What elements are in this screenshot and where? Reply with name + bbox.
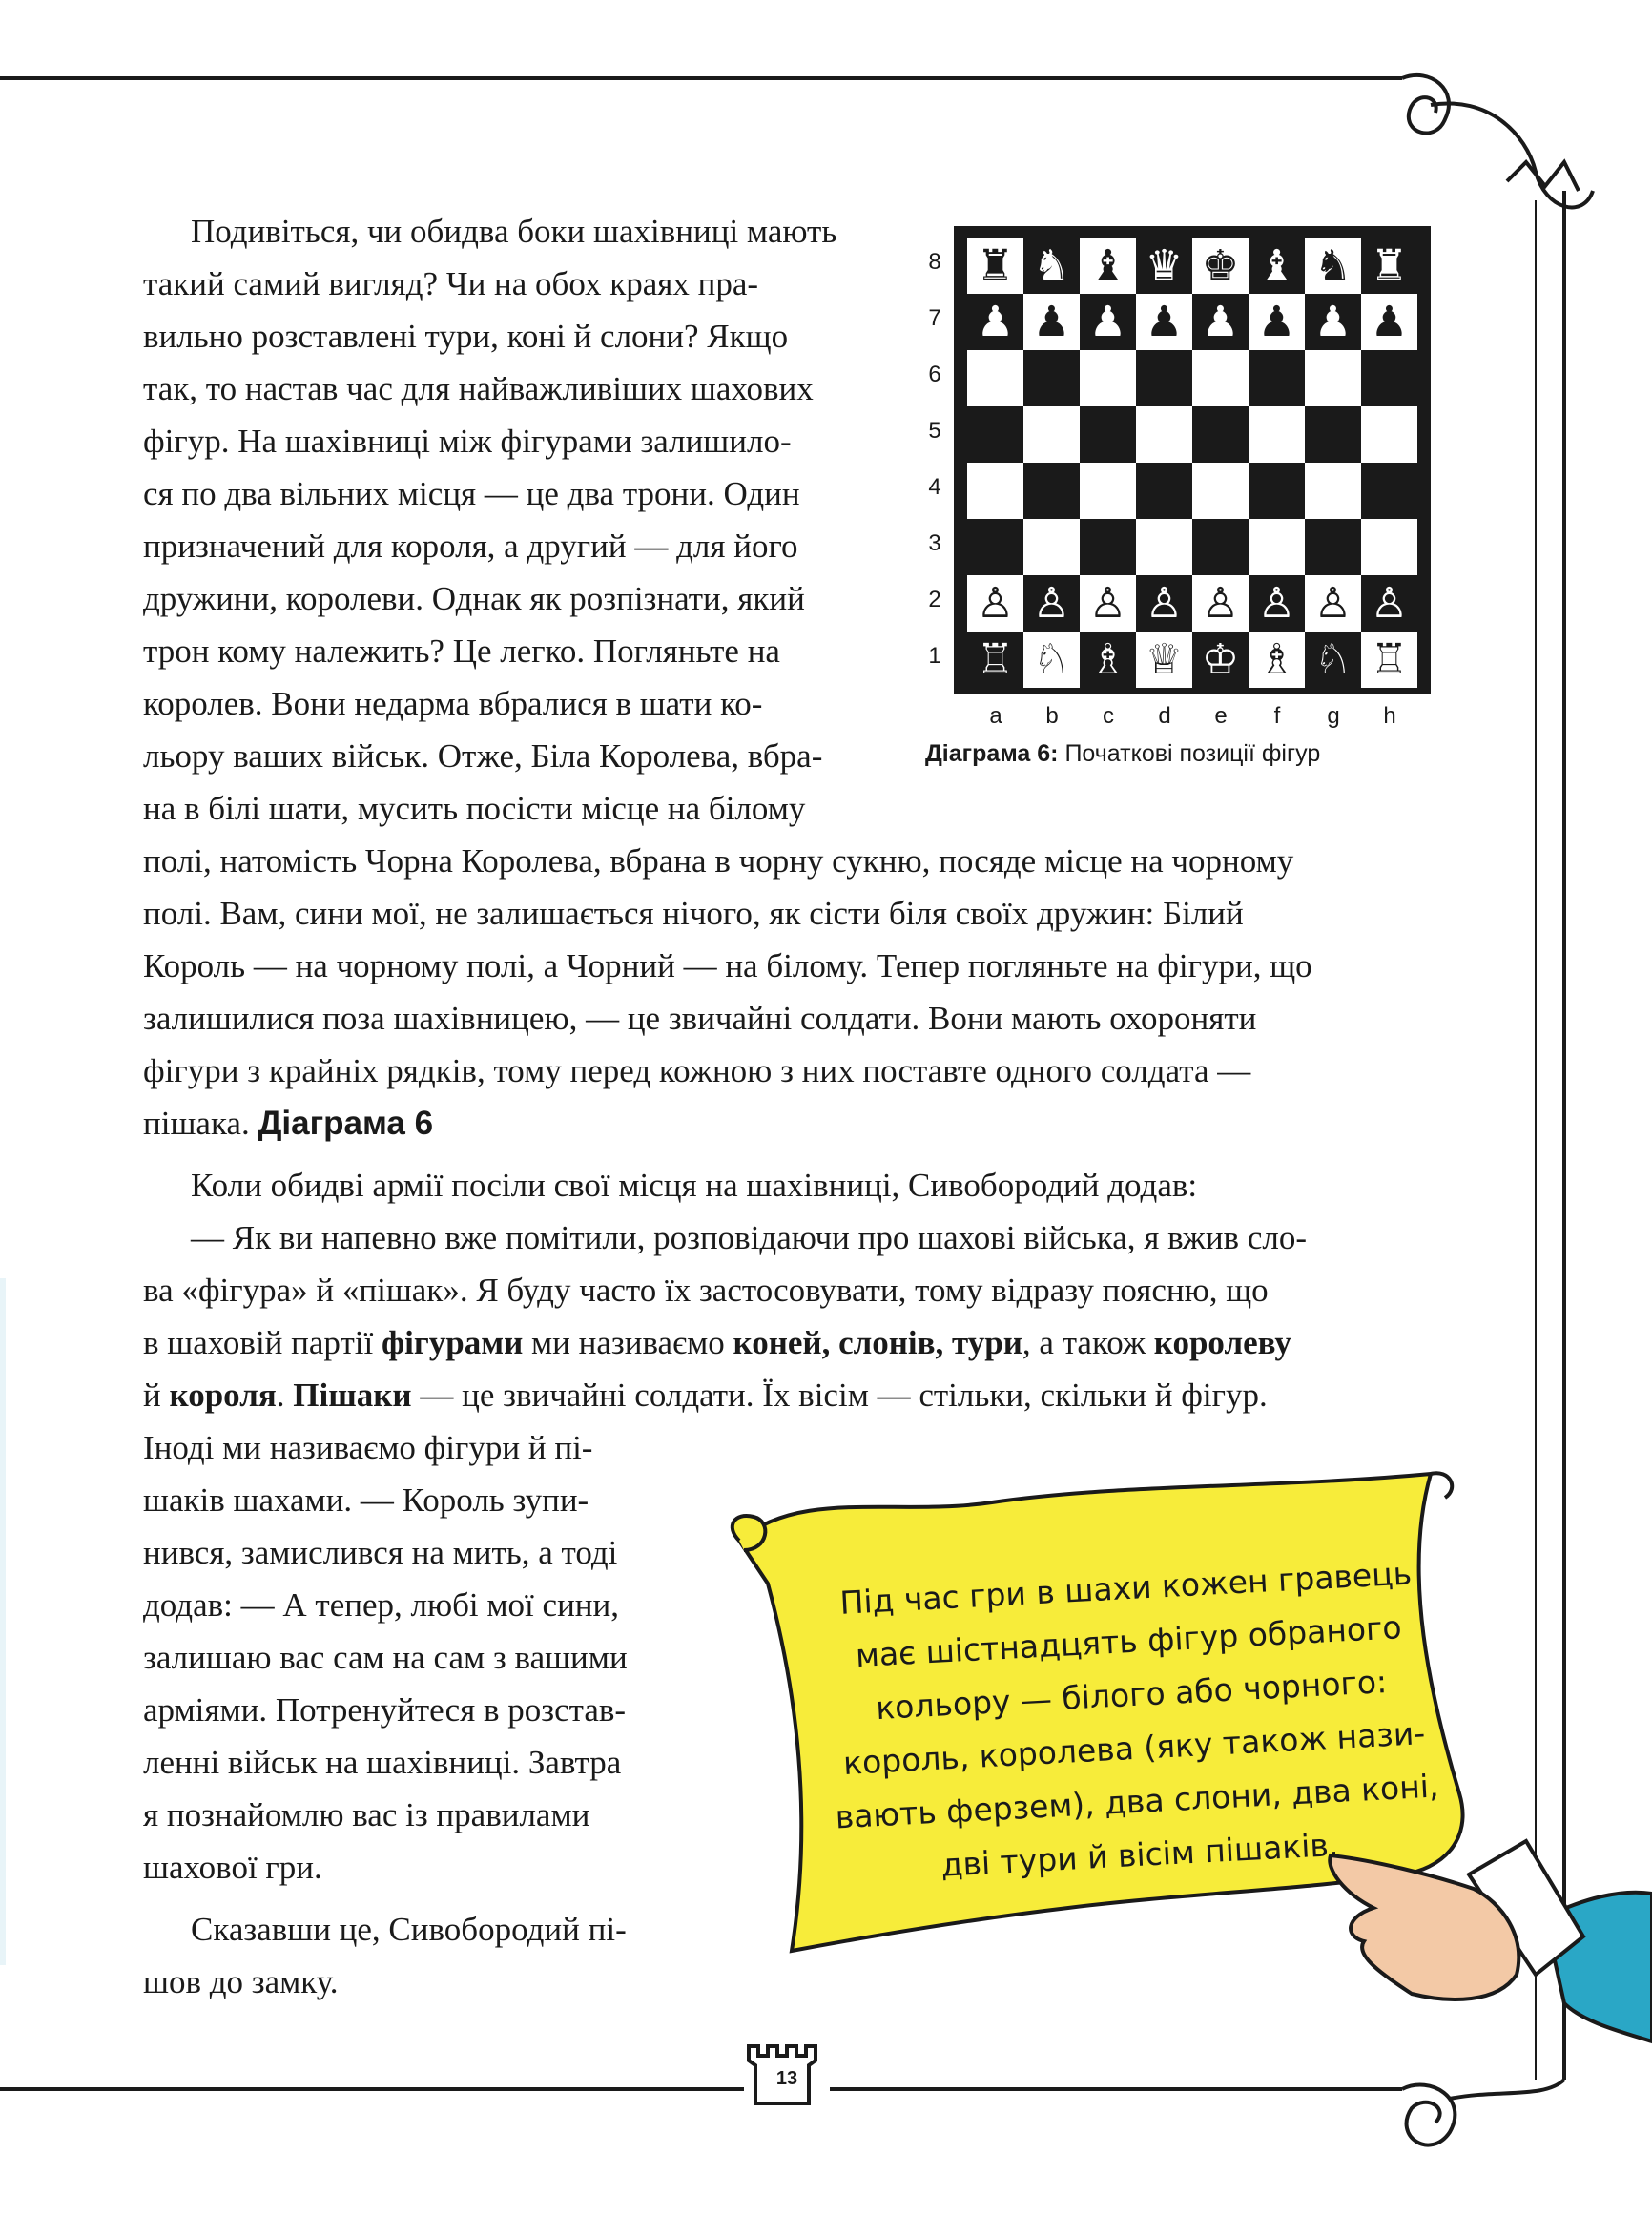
- board-square: [1136, 463, 1192, 519]
- board-square: [1023, 350, 1080, 406]
- p3-line-3: в шаховій партії фігурами ми називаємо коней, слонів, тури, а також королеву: [143, 1324, 1291, 1361]
- diagram-caption: [925, 740, 1320, 768]
- board-square: ♔: [1192, 632, 1249, 688]
- p1-line-10: королев. Вони недарма вбралися в шати ко-: [143, 685, 763, 722]
- board-square: ♙: [1249, 575, 1305, 632]
- chessboard: [967, 238, 1417, 688]
- board-square: [1305, 463, 1361, 519]
- bottom-right-edge: [1450, 2080, 1564, 2099]
- board-square: ♟: [1136, 294, 1192, 350]
- note-line: король, королева (яку також нази-: [842, 1714, 1427, 1782]
- note-line: має шістнадцять фігур обраного: [854, 1608, 1403, 1675]
- board-square: [1192, 463, 1249, 519]
- rank-label: 7: [928, 305, 941, 331]
- paragraph-4: Сказавши це, Сивобородий пі- шов до замку.: [143, 1911, 627, 2000]
- file-label: h: [1383, 703, 1396, 729]
- file-label: e: [1214, 703, 1228, 729]
- board-square: [1023, 463, 1080, 519]
- board-square: [967, 350, 1023, 406]
- paragraph-1-full: [143, 835, 1426, 1149]
- board-square: [1361, 463, 1417, 519]
- note-line: дві тури й вісім пішаків.: [940, 1825, 1340, 1884]
- board-square: ♕: [1136, 632, 1192, 688]
- board-square: [1136, 519, 1192, 575]
- board-square: [1023, 406, 1080, 463]
- board-square: ♙: [1080, 575, 1136, 632]
- note-line: Під час гри в шахи кожен гравець: [838, 1554, 1413, 1622]
- left-faint-strip: [0, 1278, 6, 1965]
- rank-label: 8: [928, 249, 941, 275]
- rank-label: 2: [928, 587, 941, 612]
- p1-line-4: так, то настав час для найважливіших шахових: [143, 370, 814, 407]
- diagram-reference: Діаграма 6: [258, 1105, 434, 1142]
- board-square: ♟: [1192, 294, 1249, 350]
- p1-line-13: полі, натомість Чорна Королева, вбрана в чорну сукню, посяде місце на чорному: [143, 842, 1294, 880]
- p1-line-2: такий самий вигляд? Чи на обох краях пра-: [143, 265, 759, 302]
- page-number: 13: [775, 2068, 798, 2089]
- note-text: [819, 1545, 1446, 1911]
- p1-line-6: ся по два вільних місця — це два трони. Один: [143, 475, 800, 512]
- caption-text: Початкові позиції фігур: [1064, 740, 1321, 767]
- note-scroll-curl-top: [733, 1516, 766, 1550]
- board-square: ♜: [1361, 238, 1417, 294]
- board-square: ♖: [967, 632, 1023, 688]
- paragraph-3: [143, 1212, 1426, 1421]
- board-square: ♜: [967, 238, 1023, 294]
- rank-label: 6: [928, 362, 941, 387]
- file-label: a: [989, 703, 1002, 729]
- board-square: ♙: [1361, 575, 1417, 632]
- p3-line-4: й короля. Пішаки — це звичайні солдати. Їх вісім — стільки, скільки й фігур.: [143, 1377, 1268, 1414]
- board-square: ♟: [1305, 294, 1361, 350]
- board-square: ♚: [1192, 238, 1249, 294]
- board-square: [1361, 406, 1417, 463]
- board-square: [967, 463, 1023, 519]
- board-square: ♘: [1023, 632, 1080, 688]
- board-square: [967, 519, 1023, 575]
- right-scroll-edge: [1431, 103, 1593, 207]
- board-square: ♙: [967, 575, 1023, 632]
- board-square: [1023, 519, 1080, 575]
- board-square: ♟: [1080, 294, 1136, 350]
- p1-line-9: трон кому належить? Це легко. Погляньте на: [143, 632, 780, 670]
- caption-label: Діаграма 6:: [925, 740, 1059, 767]
- board-square: ♖: [1361, 632, 1417, 688]
- board-square: [1361, 350, 1417, 406]
- p1-line-11: льору ваших військ. Отже, Біла Королева, вбра-: [143, 737, 823, 775]
- paragraph-2: Коли обидві армії посіли свої місця на шахівниці, Сивобородий додав:: [191, 1167, 1198, 1204]
- board-square: [1136, 406, 1192, 463]
- board-square: [1361, 519, 1417, 575]
- note-scroll-curl-bottom: [1431, 1473, 1452, 1498]
- board-square: ♙: [1023, 575, 1080, 632]
- board-square: [1305, 519, 1361, 575]
- board-square: ♟: [1361, 294, 1417, 350]
- board-square: ♟: [1249, 294, 1305, 350]
- board-square: ♛: [1136, 238, 1192, 294]
- board-square: [1192, 519, 1249, 575]
- p3-line-1: — Як ви напевно вже помітили, розповідаючи про шахові війська, я вжив сло-: [191, 1219, 1307, 1256]
- board-square: [1136, 350, 1192, 406]
- p1-line-1: Подивіться, чи обидва боки шахівниці мають: [191, 213, 837, 250]
- paragraph-1: [143, 205, 875, 835]
- p1-line-18: пішака. Діаграма 6: [143, 1105, 434, 1142]
- p1-line-8: дружини, королеви. Однак як розпізнати, який: [143, 580, 805, 617]
- board-square: [1080, 350, 1136, 406]
- board-square: [1192, 406, 1249, 463]
- board-square: [1192, 350, 1249, 406]
- board-square: ♗: [1080, 632, 1136, 688]
- board-square: [1249, 519, 1305, 575]
- board-square: [1080, 519, 1136, 575]
- board-square: [967, 406, 1023, 463]
- p1-line-14: полі. Вам, сини мої, не залишається нічого, як сісти біля своїх дружин: Білий: [143, 895, 1244, 932]
- note-line: кольору — білого або чорного:: [875, 1663, 1389, 1728]
- board-square: [1249, 463, 1305, 519]
- board-square: ♞: [1023, 238, 1080, 294]
- board-square: ♞: [1305, 238, 1361, 294]
- p3-line-2: ва «фігура» й «пішак». Я буду часто їх застосовувати, тому відразу поясню, що: [143, 1272, 1269, 1309]
- file-label: d: [1158, 703, 1171, 729]
- file-label: f: [1273, 703, 1281, 729]
- board-square: ♝: [1249, 238, 1305, 294]
- rank-label: 3: [928, 530, 941, 556]
- p1-line-12: на в білі шати, мусить посісти місце на білому: [143, 790, 806, 827]
- p1-line-16: залишилися поза шахівницею, — це звичайні солдати. Вони мають охороняти: [143, 1000, 1257, 1037]
- rank-label: 5: [928, 418, 941, 444]
- board-square: ♟: [1023, 294, 1080, 350]
- file-label: b: [1045, 703, 1059, 729]
- board-square: [1080, 406, 1136, 463]
- note-line: вають ферзем), два слони, два коні,: [834, 1767, 1440, 1836]
- p1-line-15: Король — на чорному полі, а Чорний — на білому. Тепер погляньте на фігури, що: [143, 947, 1312, 984]
- rank-label: 4: [928, 474, 941, 500]
- paragraph-3-narrow: Іноді ми називаємо фігури й пі- шаків шахами. — Король зупи- нився, замислився на мить, а тоді додав: — А тепер, любі мої сини, залишаю вас сам на сам з вашими арміями. Потренуйтеся в розстав- ленні військ на шахівниці. Завтра я познайомлю вас із правилами шахової гри.: [143, 1429, 628, 1886]
- board-square: ♟: [967, 294, 1023, 350]
- p1-line-7: призначений для короля, а другий — для його: [143, 528, 798, 565]
- board-square: [1249, 406, 1305, 463]
- rank-label: 1: [928, 643, 941, 669]
- p1-line-5: фігур. На шахівниці між фігурами залишило-: [143, 423, 792, 460]
- board-square: [1249, 350, 1305, 406]
- board-square: ♗: [1249, 632, 1305, 688]
- p1-line-3: вильно розставлені тури, коні й слони? Якщо: [143, 318, 789, 355]
- board-square: ♝: [1080, 238, 1136, 294]
- board-square: [1080, 463, 1136, 519]
- board-square: [1305, 350, 1361, 406]
- board-square: ♙: [1136, 575, 1192, 632]
- file-label: g: [1327, 703, 1340, 729]
- file-label: c: [1103, 703, 1114, 729]
- board-square: ♘: [1305, 632, 1361, 688]
- board-square: [1305, 406, 1361, 463]
- bottom-scroll-curl: [1402, 2085, 1455, 2145]
- board-square: ♙: [1305, 575, 1361, 632]
- p1-line-17: фігури з крайніх рядків, тому перед кожною з них поставте одного солдата —: [143, 1052, 1251, 1089]
- chess-diagram: [954, 226, 1431, 694]
- board-square: ♙: [1192, 575, 1249, 632]
